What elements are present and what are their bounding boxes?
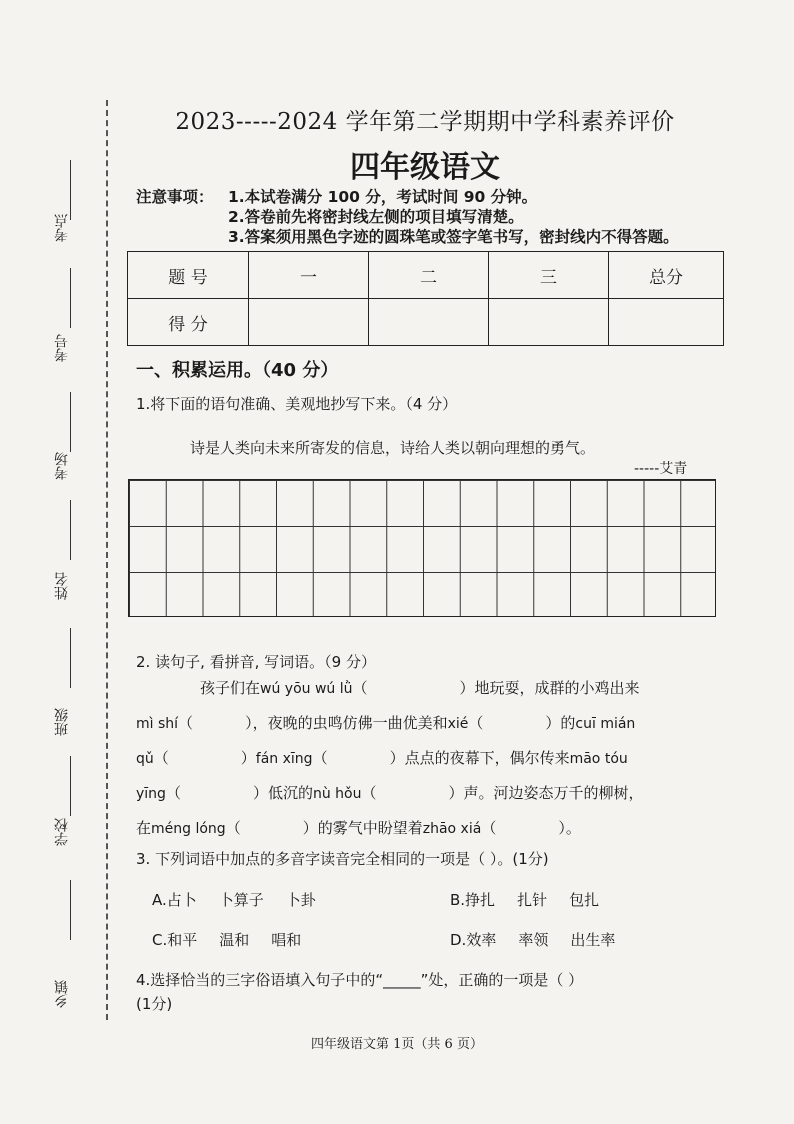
score-header-cell: 一 <box>249 252 369 299</box>
note-item: 2.答卷前先将密封线左侧的项目填写清楚。 <box>228 208 524 226</box>
score-header-cell: 总分 <box>609 252 724 299</box>
pinyin: fán xīng <box>255 751 313 767</box>
side-label-name: 姓名 <box>54 572 70 600</box>
side-label-kaodian: 考点 <box>54 214 70 242</box>
exam-notes <box>136 187 726 247</box>
note-item: 1.本试卷满分 100 分，考试时间 90 分钟。 <box>228 188 538 206</box>
option-b[interactable]: B.挣扎 扎针 包扎 <box>450 891 600 909</box>
score-header-cell: 二 <box>369 252 489 299</box>
question-2-prompt: 2. 读句子, 看拼音, 写词语。（9 分） <box>136 653 376 671</box>
side-blank-kaochang <box>70 392 71 452</box>
q2-line: 在méng lóng（ ）的雾气中盼望着zhāo xiá（ ）。 <box>136 819 581 837</box>
pinyin: yīng <box>136 786 166 802</box>
pinyin: xié <box>447 716 469 732</box>
side-blank-town <box>70 880 71 940</box>
score-row-label: 得 分 <box>128 299 249 346</box>
side-blank-class <box>70 628 71 688</box>
side-label-town: 乡镇 <box>54 980 70 1008</box>
score-input-cell[interactable] <box>249 299 369 346</box>
pinyin: māo tóu <box>569 751 628 767</box>
side-blank-name <box>70 500 71 560</box>
pinyin: zhāo xiá <box>422 821 482 837</box>
pinyin: wú yōu wú lǜ <box>260 681 353 697</box>
pinyin: cuī mián <box>575 716 636 732</box>
side-blank-kaohao <box>70 268 71 328</box>
pinyin: nù hǒu <box>312 786 362 802</box>
exam-subtitle: 四年级语文 <box>350 150 500 185</box>
question-1-prompt: 1.将下面的语句准确、美观地抄写下来。（4 分） <box>136 395 458 413</box>
q2-line: qǔ（ ）fán xīng（ ）点点的夜幕下，偶尔传来māo tóu <box>136 749 628 767</box>
page-footer: 四年级语文第 1页（共 6 页） <box>311 1037 483 1052</box>
q2-line: 孩子们在wú yōu wú lǜ（ ）地玩耍，成群的小鸡出来 <box>200 679 640 697</box>
pinyin: mì shí <box>136 716 179 732</box>
side-label-class: 班级 <box>54 708 70 736</box>
question-4-points: (1分) <box>136 995 173 1013</box>
q2-line: mì shí（ ），夜晚的虫鸣仿佛一曲优美和xié（ ）的cuī mián <box>136 714 636 732</box>
question-3-prompt: 3. 下列词语中加点的多音字读音完全相同的一项是（ ）。(1分) <box>136 850 549 868</box>
section-heading: 一、积累运用。（40 分） <box>136 360 339 381</box>
score-header-cell: 题 号 <box>128 252 249 299</box>
question-1-quote: 诗是人类向未来所寄发的信息，诗给人类以朝向理想的勇气。 <box>190 439 596 457</box>
note-item: 3.答案须用黑色字迹的圆珠笔或签字笔书写，密封线内不得答题。 <box>228 228 679 246</box>
score-input-cell[interactable] <box>489 299 609 346</box>
score-header-cell: 三 <box>489 252 609 299</box>
side-label-school: 学校 <box>54 818 70 846</box>
side-label-kaochang: 考场 <box>54 452 70 480</box>
option-c[interactable]: C.和平 温和 唱和 <box>152 931 302 949</box>
exam-title: 2023-----2024 学年第二学期期中学科素养评价 <box>175 109 675 135</box>
question-1-author: -----艾青 <box>634 461 688 477</box>
side-blank-school <box>70 756 71 816</box>
score-table <box>127 251 724 346</box>
notes-lead: 注意事项： <box>136 188 214 206</box>
pinyin: méng lóng <box>151 821 226 837</box>
copy-writing-grid[interactable] <box>128 479 716 617</box>
score-input-cell[interactable] <box>609 299 724 346</box>
side-blank-kaodian <box>70 160 71 220</box>
side-label-kaohao: 考号 <box>54 334 70 362</box>
pinyin: qǔ <box>136 751 154 767</box>
q2-line: yīng（ ）低沉的nù hǒu（ ）声。河边姿态万千的柳树， <box>136 784 644 802</box>
seal-line <box>106 100 108 1020</box>
question-4-prompt: 4.选择恰当的三字俗语填入句子中的“_____”处，正确的一项是（ ） <box>136 971 584 989</box>
option-a[interactable]: A.占卜 卜算子 卜卦 <box>152 891 316 909</box>
score-input-cell[interactable] <box>369 299 489 346</box>
option-d[interactable]: D.效率 率领 出生率 <box>450 931 616 949</box>
